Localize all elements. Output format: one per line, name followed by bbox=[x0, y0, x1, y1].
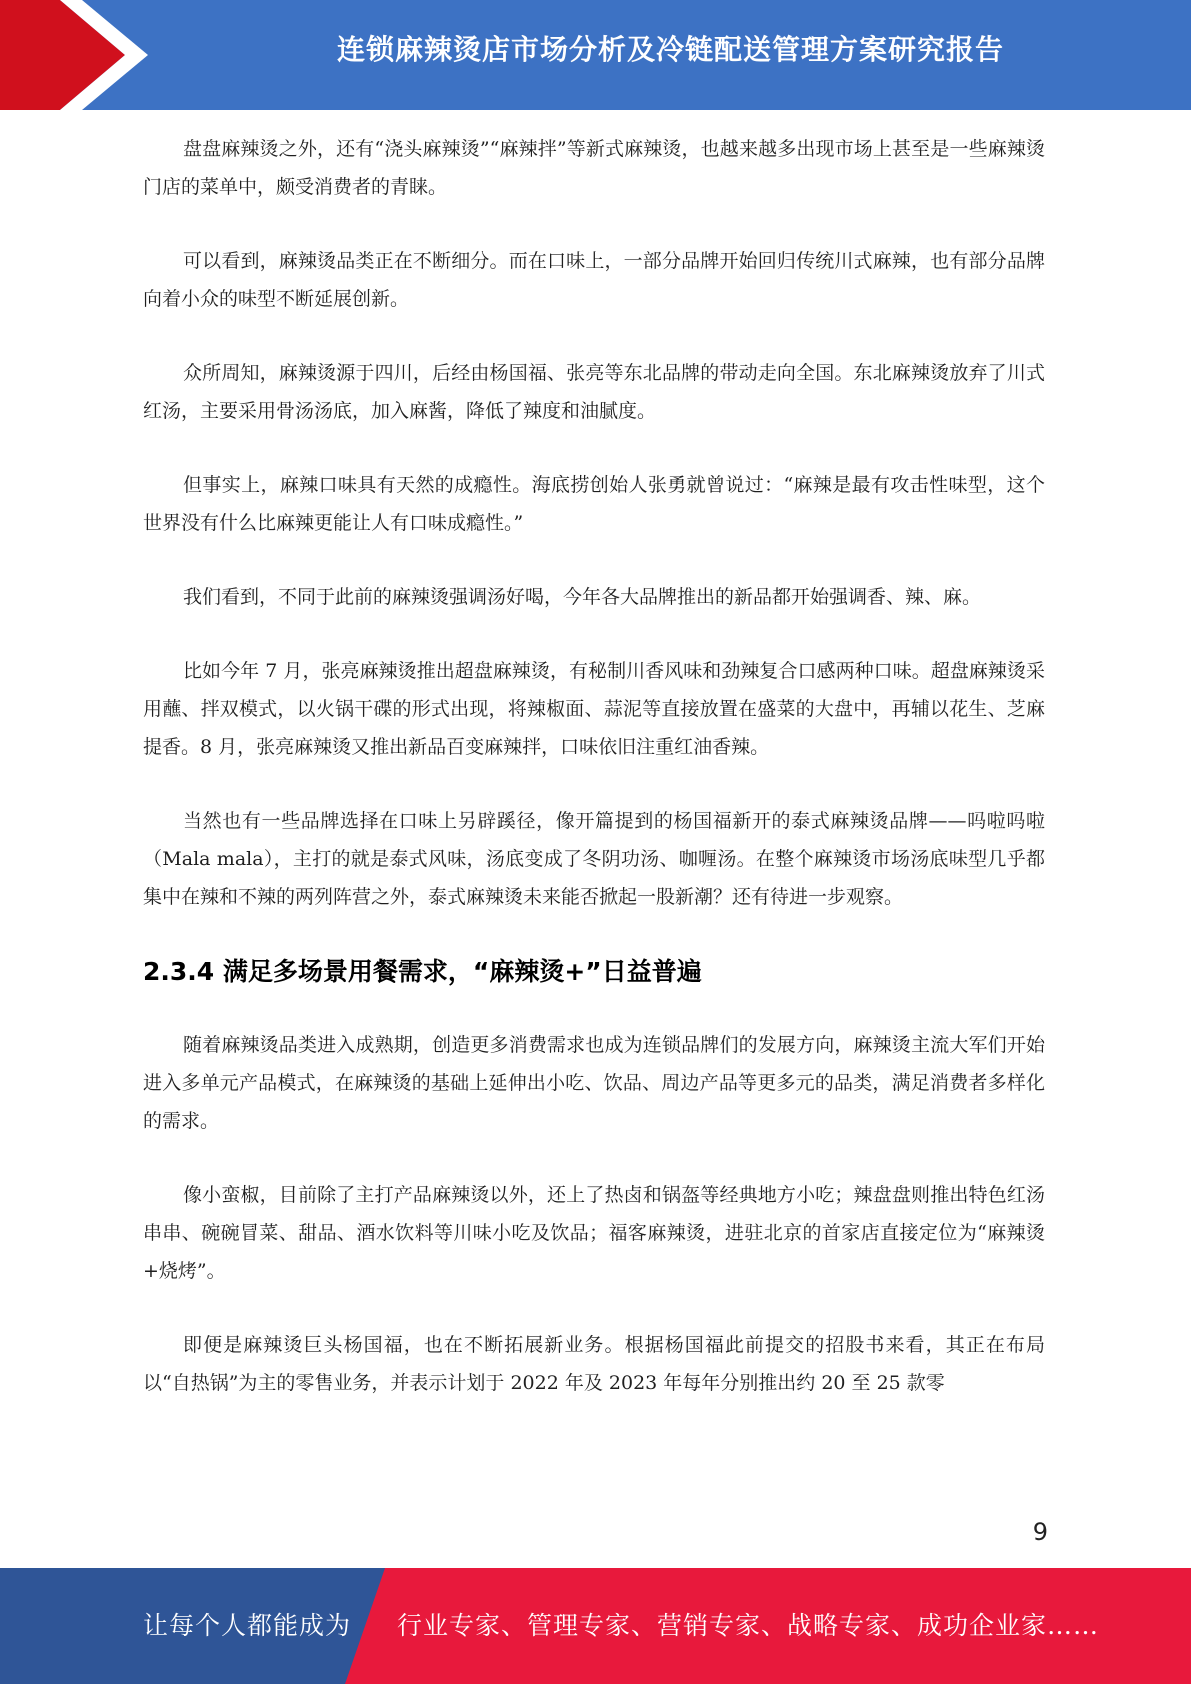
header-arrow-decoration bbox=[0, 0, 160, 110]
page-number: 9 bbox=[1032, 1518, 1048, 1546]
main-content bbox=[143, 130, 1045, 1438]
paragraph: 盘盘麻辣烫之外，还有“浇头麻辣烫”“麻辣拌”等新式麻辣烫，也越来越多出现市场上甚至是一些麻辣烫门店的菜单中，颇受消费者的青睐。 bbox=[143, 138, 1045, 198]
footer-slogan-left: 让每个人都能成为 bbox=[143, 1611, 352, 1640]
paragraph: 随着麻辣烫品类进入成熟期，创造更多消费需求也成为连锁品牌们的发展方向，麻辣烫主流大军们开始进入多单元产品模式，在麻辣烫的基础上延伸出小吃、饮品、周边产品等更多元的品类，满足消费者多样化的需求。 bbox=[143, 1034, 1045, 1132]
footer-slogan-right: 行业专家、管理专家、营销专家、战略专家、成功企业家…… bbox=[397, 1611, 1100, 1640]
paragraph: 比如今年 7 月，张亮麻辣烫推出超盘麻辣烫，有秘制川香风味和劲辣复合口感两种口味。超盘麻辣烫采用蘸、拌双模式，以火锅干碟的形式出现，将辣椒面、蒜泥等直接放置在盛菜的大盘中，再辅以花生、芝麻提香。8 月，张亮麻辣烫又推出新品百变麻辣拌，口味依旧注重红油香辣。 bbox=[143, 660, 1045, 758]
paragraph: 像小蛮椒，目前除了主打产品麻辣烫以外，还上了热卤和锅盔等经典地方小吃；辣盘盘则推出特色红汤串串、碗碗冒菜、甜品、酒水饮料等川味小吃及饮品；福客麻辣烫，进驻北京的首家店直接定位为“麻辣烫+烧烤”。 bbox=[143, 1184, 1045, 1282]
report-footer bbox=[0, 1568, 1191, 1684]
paragraph: 即便是麻辣烫巨头杨国福，也在不断拓展新业务。根据杨国福此前提交的招股书来看，其正在布局以“自热锅”为主的零售业务，并表示计划于 2022 年及 2023 年每年分别推出约 20 至 25 款零 bbox=[143, 1334, 1045, 1394]
paragraph: 众所周知，麻辣烫源于四川，后经由杨国福、张亮等东北品牌的带动走向全国。东北麻辣烫放弃了川式红汤，主要采用骨汤汤底，加入麻酱，降低了辣度和油腻度。 bbox=[143, 362, 1045, 422]
report-title: 连锁麻辣烫店市场分析及冷链配送管理方案研究报告 bbox=[336, 33, 1004, 66]
paragraph: 当然也有一些品牌选择在口味上另辟蹊径，像开篇提到的杨国福新开的泰式麻辣烫品牌——吗啦吗啦（Mala mala），主打的就是泰式风味，汤底变成了冬阴功汤、咖喱汤。在整个麻辣烫市场汤底味型几乎都集中在辣和不辣的两列阵营之外，泰式麻辣烫未来能否掀起一股新潮？还有待进一步观察。 bbox=[143, 810, 1045, 908]
report-header bbox=[0, 0, 1191, 110]
paragraph: 但事实上，麻辣口味具有天然的成瘾性。海底捞创始人张勇就曾说过：“麻辣是最有攻击性味型，这个世界没有什么比麻辣更能让人有口味成瘾性。” bbox=[143, 474, 1045, 534]
section-heading: 2.3.4 满足多场景用餐需求，“麻辣烫+”日益普遍 bbox=[143, 957, 702, 986]
paragraph: 我们看到，不同于此前的麻辣烫强调汤好喝，今年各大品牌推出的新品都开始强调香、辣、麻。 bbox=[183, 586, 982, 608]
paragraph: 可以看到，麻辣烫品类正在不断细分。而在口味上，一部分品牌开始回归传统川式麻辣，也有部分品牌向着小众的味型不断延展创新。 bbox=[143, 250, 1045, 310]
